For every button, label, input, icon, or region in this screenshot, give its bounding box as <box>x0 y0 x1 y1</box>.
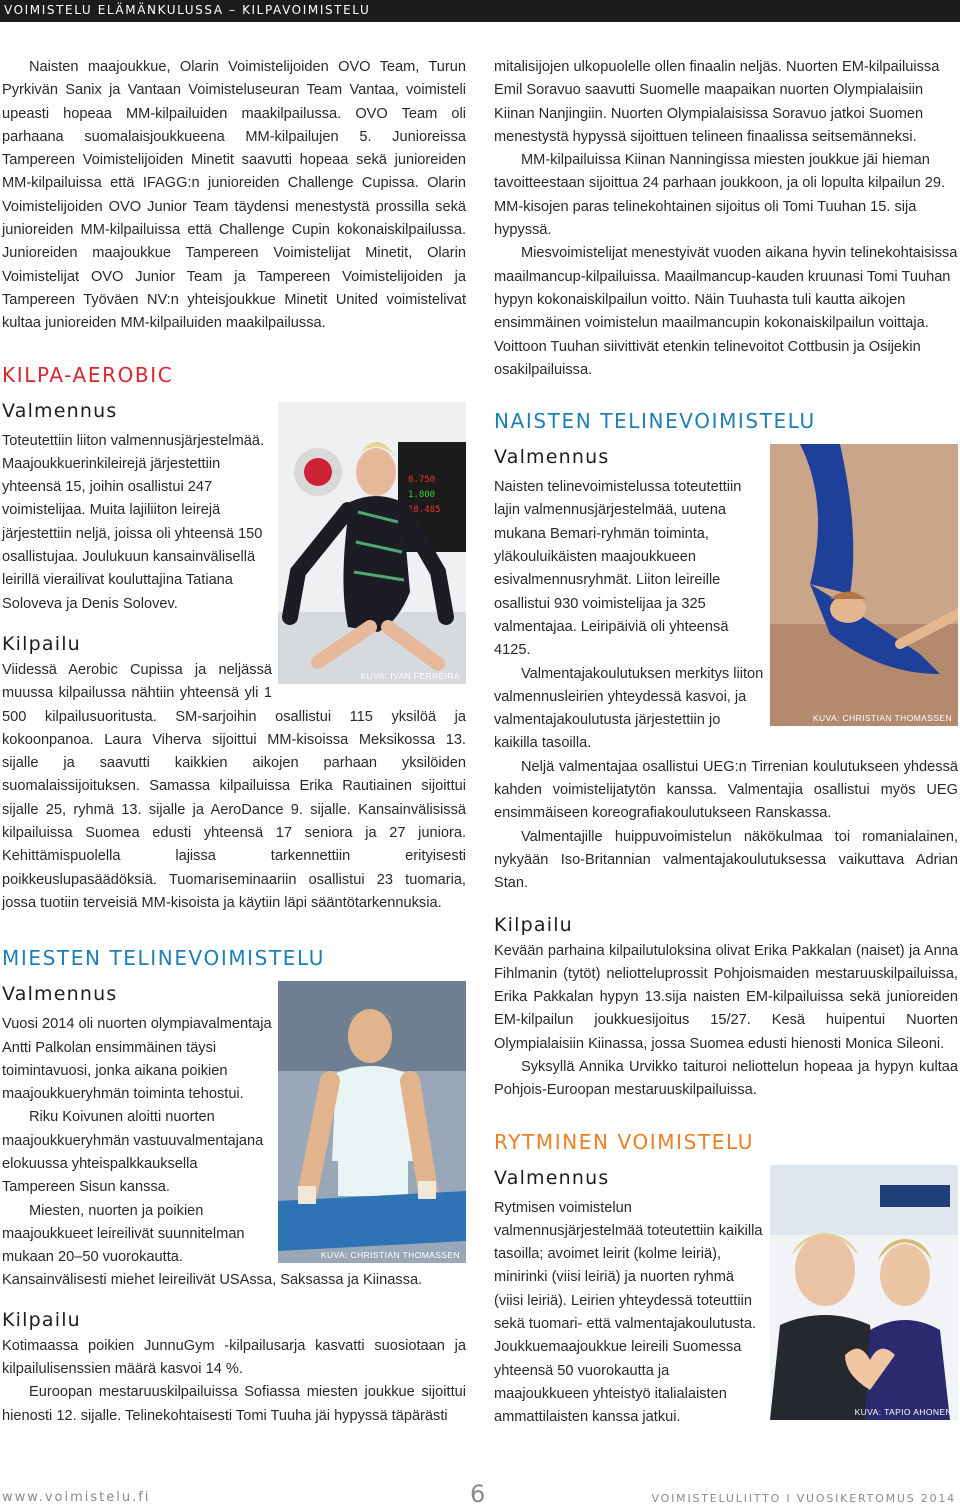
subheading-miesten-kilpailu: Kilpailu <box>2 1308 81 1331</box>
miesten-paragraph-3: Miesten, nuorten ja poikien maajoukkueet leireilivät suunnitelman mukaan 20–50 vuorokautta. Kansainvälisesti miehet leireilivät USAssa, Saksassa ja Kiinassa. <box>2 1202 423 1289</box>
section-title-rytminen: RYTMINEN VOIMISTELU <box>494 1129 754 1154</box>
subheading-naisten-valmennus: Valmennus <box>494 446 610 469</box>
miesten-paragraph-2: Riku Koivunen aloitti nuorten maajoukkueryhmän vastuuvalmentajana elokuussa yhteispalkkauksella Tampereen Sisun kanssa. <box>2 1109 264 1196</box>
svg-text:18.485: 18.485 <box>408 504 441 515</box>
publication-name: VOIMISTELULIITTO I VUOSIKERTOMUS 2014 <box>651 1492 956 1505</box>
intro-paragraph: Naisten maajoukkue, Olarin Voimistelijoiden OVO Team, Turun Pyrkivän Sanix ja Vantaan Voimisteluseuran Team Vantaa, voimisteli upeasti hopeaa MM-kilpailuiden maakilpailussa. OVO Team oli parhaana suomalaisjoukkueena MM-kilpailujen 5. Junioreissa Tampereen Voimistelijoiden Minetit saavutti hopeaa sekä junioreiden MM-kilpailuissa että IFAGG:n junioreiden Challenge Cupissa. Olarin Voimistelijoiden OVO Junior Team täydensi menestystä prossilla sekä junioreiden MM-kilpailuissa että Challenge Cupin kokonaiskilpailussa. Junioreiden maajoukkue Tampereen Voimistelijat Minetit, Olarin Voimistelijat OVO Junior Team ja Tampereen Voimistelijoiden ja Tampereen Työväen NV:n yhteisjoukkue Minetit United voimistelivat kultaa junioreiden MM-kilpailuiden maakilpailussa. <box>2 59 466 332</box>
naisten-valmennus-1: Naisten telinevoimistelussa toteutettiin lajin valmennusjärjestelmää, uutena mukana Bemari-ryhmän toiminta, yläkouluikäisten maajoukkueen esivalmennusryhmät. Liiton leireille osallistui 930 voimistelijaa ja 325 valmentajaa. Leiripäiviä oli yhteensä 4125. <box>494 479 742 659</box>
rytminen-text: Rytmisen voimistelun valmennusjärjestelmää toteutettiin kaikilla tasoilla; avoimet leirit (kolme leiriä), minirinki (viisi leiriä) ja nuorten ryhmä (viisi leiriä). Leirien yhteydessä toteuttiin sekä tuomari- että valmentajakoulutusta. Joukkuemaajoukkue leireili Suomessa yhteensä 50 vuorokautta ja maajoukkueen yhteistyö italialaisten ammattilaisten kanssa jatkui. <box>494 1199 763 1426</box>
subheading-miesten-valmennus: Valmennus <box>2 983 118 1006</box>
male-gymnast-image <box>278 981 466 1263</box>
naisten-kilpailu-2: Syksyllä Annika Urvikko taituroi neliottelun hopeaa ja hypyn kultaa Pohjois-Euroopan mestaruuskilpailuissa. <box>494 1058 958 1099</box>
running-header: VOIMISTELU ELÄMÄNKULUSSA – KILPAVOIMISTELU <box>0 0 960 22</box>
section-title-naisten: NAISTEN TELINEVOIMISTELU <box>494 409 816 434</box>
miesten-photo <box>278 981 466 1263</box>
naisten-valmennus-3: Neljä valmentajaa osallistui UEG:n Tirrenian koulutukseen yhdessä kahden voimistelijatytön kanssa. Valmentajia osallistui myös UEG ensimmäiseen koreografiakoulutukseen Ranskassa. <box>494 758 958 822</box>
aerobic-kilpailu-text: Viidessä Aerobic Cupissa ja neljässä muussa kilpailussa nähtiin yhteensä yli 1 500 kilpailusuoritusta. SM-sarjoihin osallistui 115 yksilöä ja kokoonpanoa. Laura Viherva sijoittui MM-kisoissa Meksikossa 13. sijalle ja saavutti kaikkien aikojen parhaan yksilöiden suomalaissijoituksen. Samassa kilpailuissa Erika Rautiainen sijoittui sijalle 25, ryhmä 13. sijalle ja AeroDance 9. sijalle. Kansainvälisissä kilpailuissa Suomea edusti yhteensä 17 seniora ja 27 juniora. Kehittämispuolella lajissa tarkennettiin erityisesti poikkeuslupasäädöksiä. Tuomariseminaariin osallistui 23 tuomaria, jossa tuotiin terveisiä MM-kisoista ja käytiin läpi sääntötarkennuksia. <box>2 661 466 911</box>
page-number: 6 <box>470 1480 486 1505</box>
left-column <box>2 56 466 1428</box>
aerobic-photo <box>278 402 466 684</box>
miesten-continuation-3: Miesvoimistelijat menestyivät vuoden aikana hyvin telinekohtaisissa maailmancup-kilpailuissa. Maailmancup-kauden kruunasi Tomi Tuuhan hypyn kokonaiskilpailun voitto. Näin Tuuhasta tuli kautta aikojen ensimmäinen voimistelun maailmancupin kokonaiskilpailun voittaja. Voittoon Tuuhan siivittivät etenkin telinevoitot Cottbusin ja Osijekin osakilpailuissa. <box>494 245 958 378</box>
photo-credit: KUVA: CHRISTIAN THOMASSEN <box>320 1250 460 1261</box>
right-column <box>494 56 958 1430</box>
subheading-aerobic-kilpailu: Kilpailu <box>2 632 81 655</box>
svg-text:1.800: 1.800 <box>408 489 436 500</box>
photo-credit: KUVA: CHRISTIAN THOMASSEN <box>812 713 952 724</box>
photo-credit: KUVA: IVAN FERREIRA <box>360 670 460 681</box>
aerobic-valmennus-text: Toteutettiin liiton valmennusjärjestelmää. Maajoukkuerinkileirejä järjestettiin yhteensä 15, joihin osallistui 247 voimistelijaa. Muita lajiliiton leirejä järjestettiin neljä, joissa oli yhteensä 150 osallistujaa. Joulukuun kansainvälisellä leirillä vierailivat kouluttajina Tatiana Soloveva ja Denis Solovev. <box>2 432 265 612</box>
naisten-valmennus-4: Valmentajille huippuvoimistelun näkökulmaa toi romanialainen, nykyään Iso-Britannian valmentajakoulutuksessa vaikuttava Adrian Stan. <box>494 828 958 892</box>
naisten-valmennus-2: Valmentajakoulutuksen merkitys liiton valmennusleirien yhteydessä kasvoi, ja valmentajakoulutusta järjestettiin jo kaikilla tasoilla. <box>494 665 764 752</box>
miesten-kilpailu-1: Kotimaassa poikien JunnuGym -kilpailusarja kasvatti suosiotaan ja kilpailulisenssien määrä kasvoi 14 %. <box>2 1337 466 1378</box>
section-title-aerobic: KILPA-AEROBIC <box>2 362 174 387</box>
aerobic-athlete-image <box>278 402 466 684</box>
section-title-miesten: MIESTEN TELINEVOIMISTELU <box>2 946 326 971</box>
website-url[interactable]: www.voimistelu.fi <box>2 1490 151 1505</box>
rytminen-photo <box>770 1165 958 1420</box>
svg-text:8.750: 8.750 <box>408 474 436 485</box>
subheading-rytminen-valmennus: Valmennus <box>494 1166 610 1189</box>
miesten-continuation-2: MM-kilpailuissa Kiinan Nanningissa miesten joukkue jäi hieman tavoitteestaan sijoittua 24 parhaan joukkoon, ja oli lopulta kilpailun 29. MM-kisojen paras telinekohtainen sijoitus oli Tomi Tuuhan 15. sija hypyssä. <box>494 152 946 239</box>
miesten-continuation-1: mitalisijojen ulkopuolelle ollen finaalin neljäs. Nuorten EM-kilpailuissa Emil Soravuo saavutti Suomelle maapaikan nuorten Olympialaisiin Kiinan Nanjingiin. Nuorten Olympialaisissa Soravuo jatkoi Suomen menestystä hypyssä sijoittuen telineen finaalissa seitsemänneksi. <box>494 59 940 145</box>
subheading-aerobic-valmennus: Valmennus <box>2 399 118 422</box>
naisten-kilpailu-1: Kevään parhaina kilpailutuloksina olivat Erika Pakkalan (naiset) ja Anna Fihlmanin (tytöt) neliotteluprossit Pohjoismaiden mestaruuskilpailuissa, Erika Pakkalan hypyn 13.sija naisten EM-kilpailuissa sekä junioreiden EM-kilpailun joukkuesijoitus 15/27. Kesä huipentui Nuorten Olympialaisiin Kiinassa, jossa Suomea edusti hienosti Monica Sileoni. <box>494 942 958 1052</box>
female-gymnast-image <box>770 444 958 726</box>
miesten-kilpailu-2: Euroopan mestaruuskilpailuissa Sofiassa miesten joukkue sijoittui hienosti 12. sijalle. Telinekohtaisesti Tomi Tuuha jäi hypyssä täpärästi <box>2 1384 466 1424</box>
naisten-photo <box>770 444 958 726</box>
photo-credit: KUVA: TAPIO AHONEN <box>854 1406 952 1417</box>
rhythmic-gymnasts-image <box>770 1165 958 1420</box>
subheading-naisten-kilpailu: Kilpailu <box>494 913 573 936</box>
miesten-paragraph-1: Vuosi 2014 oli nuorten olympiavalmentaja Antti Palkolan ensimmäinen täysi toimintavuosi, jonka aikana poikien maajoukkueryhmän toiminta tehostui. <box>2 1016 272 1103</box>
